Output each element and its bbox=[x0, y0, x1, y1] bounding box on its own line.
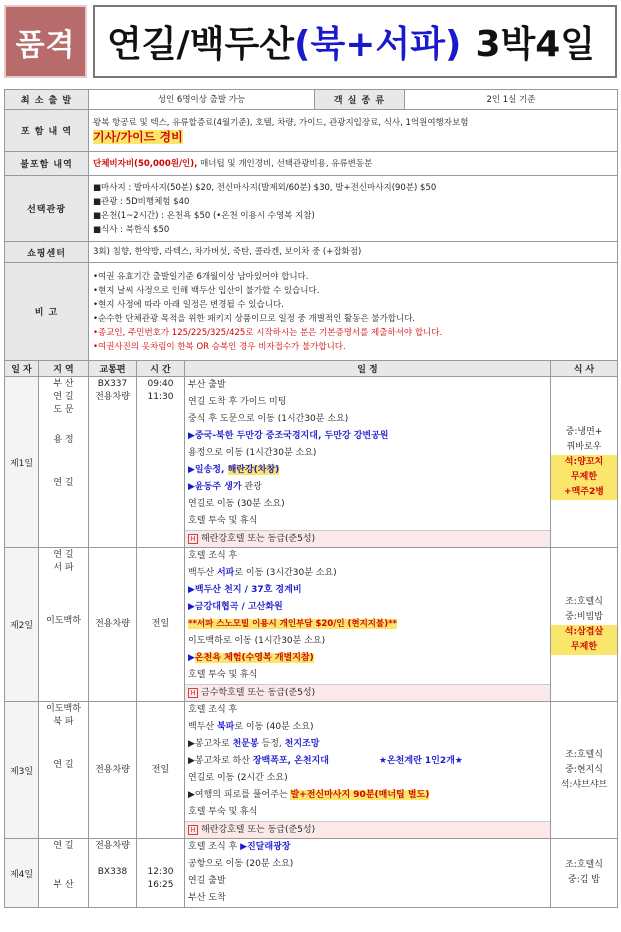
title-route: (북+서파) bbox=[294, 24, 462, 65]
room-type-label: 객 실 종 류 bbox=[315, 90, 405, 110]
meal-cell bbox=[551, 702, 618, 839]
time-cell: 전일 bbox=[137, 548, 185, 702]
include-value bbox=[89, 110, 618, 152]
region: 연 길 bbox=[53, 841, 74, 851]
itinerary-line: 이도백하로 이동 (1시간30분 소요) bbox=[188, 636, 326, 646]
day-label: 제1일 bbox=[5, 377, 39, 548]
shopping-value: 3회) 침향, 한약방, 라텍스, 차가버섯, 죽탄, 콜라겐, 보이차 중 (+잡화점) bbox=[89, 242, 618, 263]
meal-line: 석:샤브샤브 bbox=[560, 779, 608, 790]
meal-line: 중:현지식 bbox=[565, 764, 603, 775]
day-label: 제3일 bbox=[5, 702, 39, 839]
egg-note: ★온천계란 1인2개★ bbox=[378, 756, 463, 766]
exclude-text: 매너팁 및 개인경비, 선택관광비용, 유류변동분 bbox=[197, 158, 373, 169]
flight-number: BX338 bbox=[97, 867, 128, 877]
sight-text: 장백폭포, 온천지대 bbox=[252, 756, 329, 766]
shopping-label: 쇼핑센터 bbox=[5, 242, 89, 263]
itinerary-sight bbox=[188, 839, 547, 856]
optional-tour-label: 선택관광 bbox=[5, 176, 89, 242]
region: 부 산 bbox=[53, 379, 74, 389]
hotel-icon: H bbox=[188, 688, 198, 698]
remark-line: •순수한 단체관광 목적을 위한 패키지 상품이므로 일정 중 개별적인 활동은 불가합니다. bbox=[93, 313, 416, 324]
remark-line-warning: •종교인, 주민번호가 125/225/325/425로 시작하시는 분은 기본증명서를 제출하셔야 합니다. bbox=[93, 327, 443, 338]
itinerary-sight: ▶중국-북한 두만강 중조국경지대, 두만강 강변공원 bbox=[188, 431, 389, 441]
hotel-icon: H bbox=[188, 534, 198, 544]
sight-text: ▶일송정, bbox=[188, 465, 228, 475]
transport-cell bbox=[89, 377, 137, 548]
hotel-name: 금수학호텔 또는 동급(준5성) bbox=[201, 688, 316, 698]
sight-text: ▶봉고차로 하산 bbox=[188, 756, 253, 766]
region: 용 정 bbox=[53, 435, 74, 445]
massage-note: 발+전신마사지 90분(매너팁 별도) bbox=[290, 790, 430, 800]
itinerary-sight: ▶백두산 천지 / 37호 경계비 bbox=[188, 585, 302, 595]
sight-text: 관광 bbox=[241, 482, 262, 492]
itinerary-cell bbox=[185, 377, 551, 548]
remarks-label: 비 고 bbox=[5, 263, 89, 361]
meal-line: 중:비빔밥 bbox=[565, 611, 603, 622]
brand-label: 품격 bbox=[15, 27, 76, 63]
line-text: 북파 bbox=[216, 722, 235, 732]
itinerary-sight: ▶금강대협곡 / 고산화원 bbox=[188, 602, 283, 612]
visa-fee-text: 단체비자비(50,000원/인), bbox=[93, 158, 198, 169]
region-cell bbox=[39, 377, 89, 548]
hotel-line bbox=[185, 684, 550, 701]
col-header-day: 일 자 bbox=[5, 361, 39, 377]
remarks-value bbox=[89, 263, 618, 361]
remark-line-warning: •여권사진의 옷차림이 한복 OR 승복인 경우 비자접수가 불가합니다. bbox=[93, 341, 346, 352]
line-text: 백두산 bbox=[188, 722, 217, 732]
time: 12:30 bbox=[147, 867, 174, 877]
itinerary-line: 연길 출발 bbox=[188, 876, 226, 886]
include-text: 왕복 항공료 및 텍스, 유류할증료(4월기준), 호텔, 차량, 가이드, 관광지입장료, 식사, 1억원여행자보험 bbox=[93, 117, 469, 128]
itinerary-line: 연길로 이동 (30분 소요) bbox=[188, 499, 285, 509]
flight-number: BX337 bbox=[97, 379, 128, 389]
itinerary-line: 부산 출발 bbox=[188, 380, 226, 390]
hotel-name: 해란강호텔 또는 동급(준5성) bbox=[201, 825, 316, 835]
remark-line: •여권 유효기간 출발일기준 6개월이상 남아있어야 합니다. bbox=[93, 271, 309, 282]
region: 이도백하 bbox=[46, 704, 81, 714]
col-header-time: 시 간 bbox=[137, 361, 185, 377]
sight-text: ▶윤동주 생가 bbox=[188, 482, 242, 492]
optional-line: ■관광 : 5D비행체험 $40 bbox=[93, 196, 190, 207]
time: 09:40 bbox=[147, 379, 174, 389]
itinerary-note bbox=[185, 616, 550, 633]
meal-cell bbox=[551, 377, 618, 548]
day-row bbox=[5, 548, 618, 702]
exclude-label: 불포함 내역 bbox=[5, 152, 89, 176]
line-text: 호텔 조식 후 bbox=[188, 842, 241, 852]
time-cell: 전일 bbox=[137, 702, 185, 839]
page-title bbox=[93, 5, 617, 78]
line-text: 로 이동 (40분 소요) bbox=[234, 722, 314, 732]
snowmobile-note: **서파 스노모빌 이용시 개인부담 $20/인 (현지지불)** bbox=[188, 619, 397, 629]
brand-badge bbox=[4, 5, 87, 78]
region: 연 길 bbox=[53, 550, 74, 560]
day-label: 제2일 bbox=[5, 548, 39, 702]
region: 연 길 bbox=[53, 478, 74, 488]
region: 서 파 bbox=[53, 563, 74, 573]
meal-cell bbox=[551, 839, 618, 908]
min-departure-label: 최 소 출 발 bbox=[5, 90, 89, 110]
meal-line: 무제한 bbox=[551, 640, 617, 655]
itinerary-line: 중식 후 도문으로 이동 (1시간30분 소요) bbox=[188, 414, 349, 424]
col-header-itinerary: 일 정 bbox=[185, 361, 551, 377]
optional-tour-value bbox=[89, 176, 618, 242]
region-cell bbox=[39, 548, 89, 702]
include-highlight: 기사/가이드 경비 bbox=[93, 129, 183, 144]
meal-line: 중:김 밥 bbox=[568, 875, 600, 885]
itinerary-line: 공항으로 이동 (20분 소요) bbox=[188, 859, 294, 869]
day-row bbox=[5, 702, 618, 839]
itinerary-sight bbox=[185, 753, 550, 770]
region-cell bbox=[39, 839, 89, 908]
itinerary-line: 호텔 투숙 및 휴식 bbox=[188, 807, 258, 817]
page-header bbox=[4, 5, 617, 78]
meal-line: 조:호텔식 bbox=[565, 860, 603, 870]
itinerary-line: 연길로 이동 (2시간 소요) bbox=[188, 773, 288, 783]
sight-text: 천문봉 bbox=[232, 739, 259, 749]
itinerary-line: 호텔 조식 후 bbox=[188, 705, 238, 715]
region: 도 문 bbox=[53, 405, 74, 415]
itinerary-cell bbox=[185, 702, 551, 839]
sight-text: 천지조망 bbox=[284, 739, 320, 749]
meal-line: 조:호텔식 bbox=[565, 749, 603, 760]
sight-text: 해란강(차창) bbox=[227, 465, 280, 475]
time: 11:30 bbox=[147, 392, 174, 402]
col-header-region: 지 역 bbox=[39, 361, 89, 377]
col-header-meals: 식 사 bbox=[551, 361, 618, 377]
col-header-transport: 교통편 bbox=[89, 361, 137, 377]
sight-text: ▶ bbox=[188, 653, 195, 663]
itinerary-cell bbox=[185, 548, 551, 702]
title-main: 연길/백두산 bbox=[107, 24, 295, 65]
optional-line: ■온천(1~2시간) : 온천욕 $50 (•온천 이용시 수영복 지참) bbox=[93, 210, 315, 221]
remark-line: •현지 사정에 따라 아래 일정은 변경될 수 있습니다. bbox=[93, 299, 284, 310]
day-row bbox=[5, 839, 618, 908]
min-departure-value: 성인 6명이상 출발 가능 bbox=[89, 90, 315, 110]
transport: 전용차량 bbox=[95, 841, 130, 851]
region: 연 길 bbox=[53, 760, 74, 770]
meal-line: 조:호텔식 bbox=[565, 596, 603, 607]
region: 북 파 bbox=[53, 717, 74, 727]
region: 이도백하 bbox=[46, 616, 81, 626]
info-table bbox=[4, 89, 618, 361]
day-label: 제4일 bbox=[5, 839, 39, 908]
sight-text: ▶진달래광장 bbox=[240, 842, 291, 852]
transport-cell: 전용차량 bbox=[89, 548, 137, 702]
time-cell bbox=[137, 377, 185, 548]
line-text: 백두산 bbox=[188, 568, 217, 578]
region-cell bbox=[39, 702, 89, 839]
meal-cell bbox=[551, 548, 618, 702]
meal-line: 꿔바로우 bbox=[566, 441, 602, 452]
itinerary-line: 용정으로 이동 (1시간30분 소요) bbox=[188, 448, 317, 458]
itinerary-sight bbox=[185, 650, 550, 667]
itinerary-line: 부산 도착 bbox=[188, 893, 226, 903]
region: 부 산 bbox=[53, 880, 74, 890]
itinerary-cell bbox=[185, 839, 551, 908]
sight-text: 등정, bbox=[258, 739, 285, 749]
meal-line: 석:양꼬치 bbox=[551, 455, 617, 470]
meal-line: 석:삼겹살 bbox=[551, 625, 617, 640]
hotel-icon: H bbox=[188, 825, 198, 835]
transport-cell: 전용차량 bbox=[89, 702, 137, 839]
itinerary-sight bbox=[185, 462, 550, 479]
room-type-value: 2인 1실 기준 bbox=[405, 90, 618, 110]
include-label: 포 함 내 역 bbox=[5, 110, 89, 152]
transport-cell bbox=[89, 839, 137, 908]
hotel-name: 해란강호텔 또는 동급(준5성) bbox=[201, 534, 316, 544]
sight-text: ▶봉고차로 bbox=[188, 739, 233, 749]
time-cell bbox=[137, 839, 185, 908]
optional-line: ■식사 : 북한식 $50 bbox=[93, 224, 170, 235]
exclude-value bbox=[89, 152, 618, 176]
hotel-line bbox=[185, 821, 550, 838]
itinerary-line bbox=[185, 719, 550, 736]
line-text: 서파 bbox=[216, 568, 235, 578]
itinerary-line: 호텔 투숙 및 휴식 bbox=[188, 670, 258, 680]
sight-text: ▶여행의 피로를 풀어주는 bbox=[188, 790, 291, 800]
transport: 전용차량 bbox=[95, 392, 130, 402]
line-text: 로 이동 (3시간30분 소요) bbox=[234, 568, 337, 578]
itinerary-line: 호텔 조식 후 bbox=[188, 551, 238, 561]
itinerary-line bbox=[185, 565, 550, 582]
itinerary-sight bbox=[185, 787, 550, 804]
title-duration: 3박4일 bbox=[475, 24, 596, 65]
meal-line: 무제한 bbox=[551, 470, 617, 485]
itinerary-line: 호텔 투숙 및 휴식 bbox=[188, 516, 258, 526]
time: 16:25 bbox=[147, 880, 174, 890]
hotel-line bbox=[185, 530, 550, 547]
region: 연 길 bbox=[53, 392, 74, 402]
optional-line: ■마사지 : 발마사지(50분) $20, 전신마사지(발제외/60분) $30, 발+전신마사지(90분) $50 bbox=[93, 182, 437, 193]
itinerary-line: 연길 도착 후 가이드 미팅 bbox=[188, 397, 287, 407]
itinerary-sight bbox=[185, 736, 550, 753]
meal-line: 중:냉면+ bbox=[565, 426, 603, 437]
remark-line: •현지 날씨 사정으로 인해 백두산 입산이 불가할 수 있습니다. bbox=[93, 285, 320, 296]
schedule-table bbox=[4, 360, 618, 908]
itinerary-sight bbox=[185, 479, 550, 496]
meal-line: +맥주2병 bbox=[551, 485, 617, 500]
day-row bbox=[5, 377, 618, 548]
sight-text: 온천욕 체험(수영복 개별지참) bbox=[194, 653, 314, 663]
